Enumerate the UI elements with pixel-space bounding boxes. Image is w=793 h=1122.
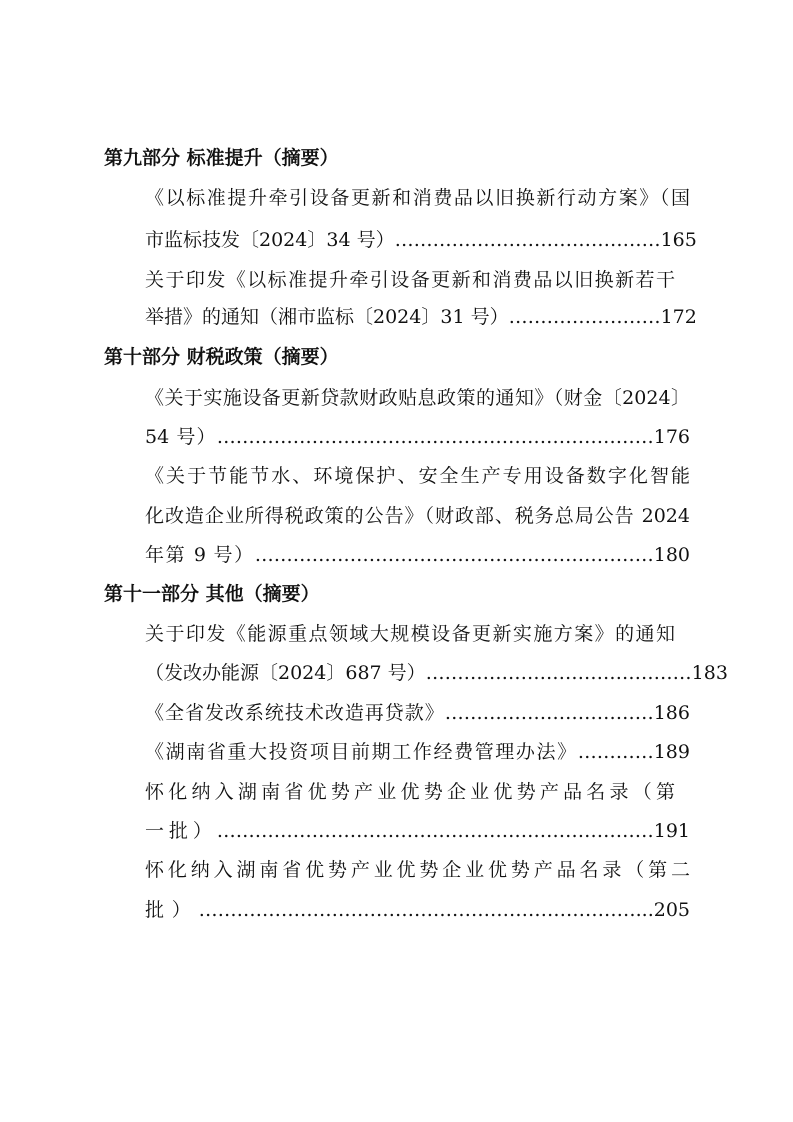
toc-entry-line[interactable]: 怀化纳入湖南省优势产业优势企业优势产品名录（第二	[145, 859, 690, 881]
toc-entry-line[interactable]: 年第 9 号）………………………………………………………180	[145, 544, 690, 566]
toc-entry-line[interactable]: 关于印发《以标准提升牵引设备更新和消费品以旧换新若干	[145, 269, 675, 291]
toc-entry-line[interactable]: 市监标技发〔2024〕34 号）……………………………………165	[145, 229, 697, 251]
section-heading-fiscal-tax: 第十部分 财税政策（摘要）	[104, 346, 339, 368]
toc-entry-line[interactable]: 《关于实施设备更新贷款财政贴息政策的通知》（财金〔2024〕	[145, 387, 690, 409]
section-heading-others: 第十一部分 其他（摘要）	[104, 583, 320, 605]
toc-entry-line[interactable]: 54 号）……………………………………………………………176	[145, 426, 690, 448]
toc-entry-line[interactable]: 批）……………………………………………………………...205	[145, 899, 690, 921]
toc-entry-line[interactable]: （发改办能源〔2024〕687 号）……………………………………183	[145, 662, 728, 684]
toc-entry-line[interactable]: 怀化纳入湖南省优势产业优势企业优势产品名录（第	[145, 781, 675, 803]
toc-entry-line[interactable]: 化改造企业所得税政策的公告》（财政部、税务总局公告 2024	[145, 505, 690, 527]
toc-entry-line[interactable]: 《以标准提升牵引设备更新和消费品以旧换新行动方案》（国	[145, 187, 690, 209]
toc-entry-line[interactable]: 关于印发《能源重点领域大规模设备更新实施方案》的通知	[145, 623, 675, 645]
toc-entry-line[interactable]: 《关于节能节水、环境保护、安全生产专用设备数字化智能	[145, 465, 690, 487]
toc-entry-line[interactable]: 《全省发改系统技术改造再贷款》……………………………186	[145, 702, 690, 724]
toc-entry-line[interactable]: 举措》的通知（湘市监标〔2024〕31 号）……………………172	[145, 306, 697, 328]
section-heading-standards: 第九部分 标准提升（摘要）	[104, 147, 339, 169]
toc-entry-line[interactable]: 《湖南省重大投资项目前期工作经费管理办法》…………189	[145, 741, 690, 763]
toc-entry-line[interactable]: 一批）……………………………………………………………191	[145, 820, 690, 842]
